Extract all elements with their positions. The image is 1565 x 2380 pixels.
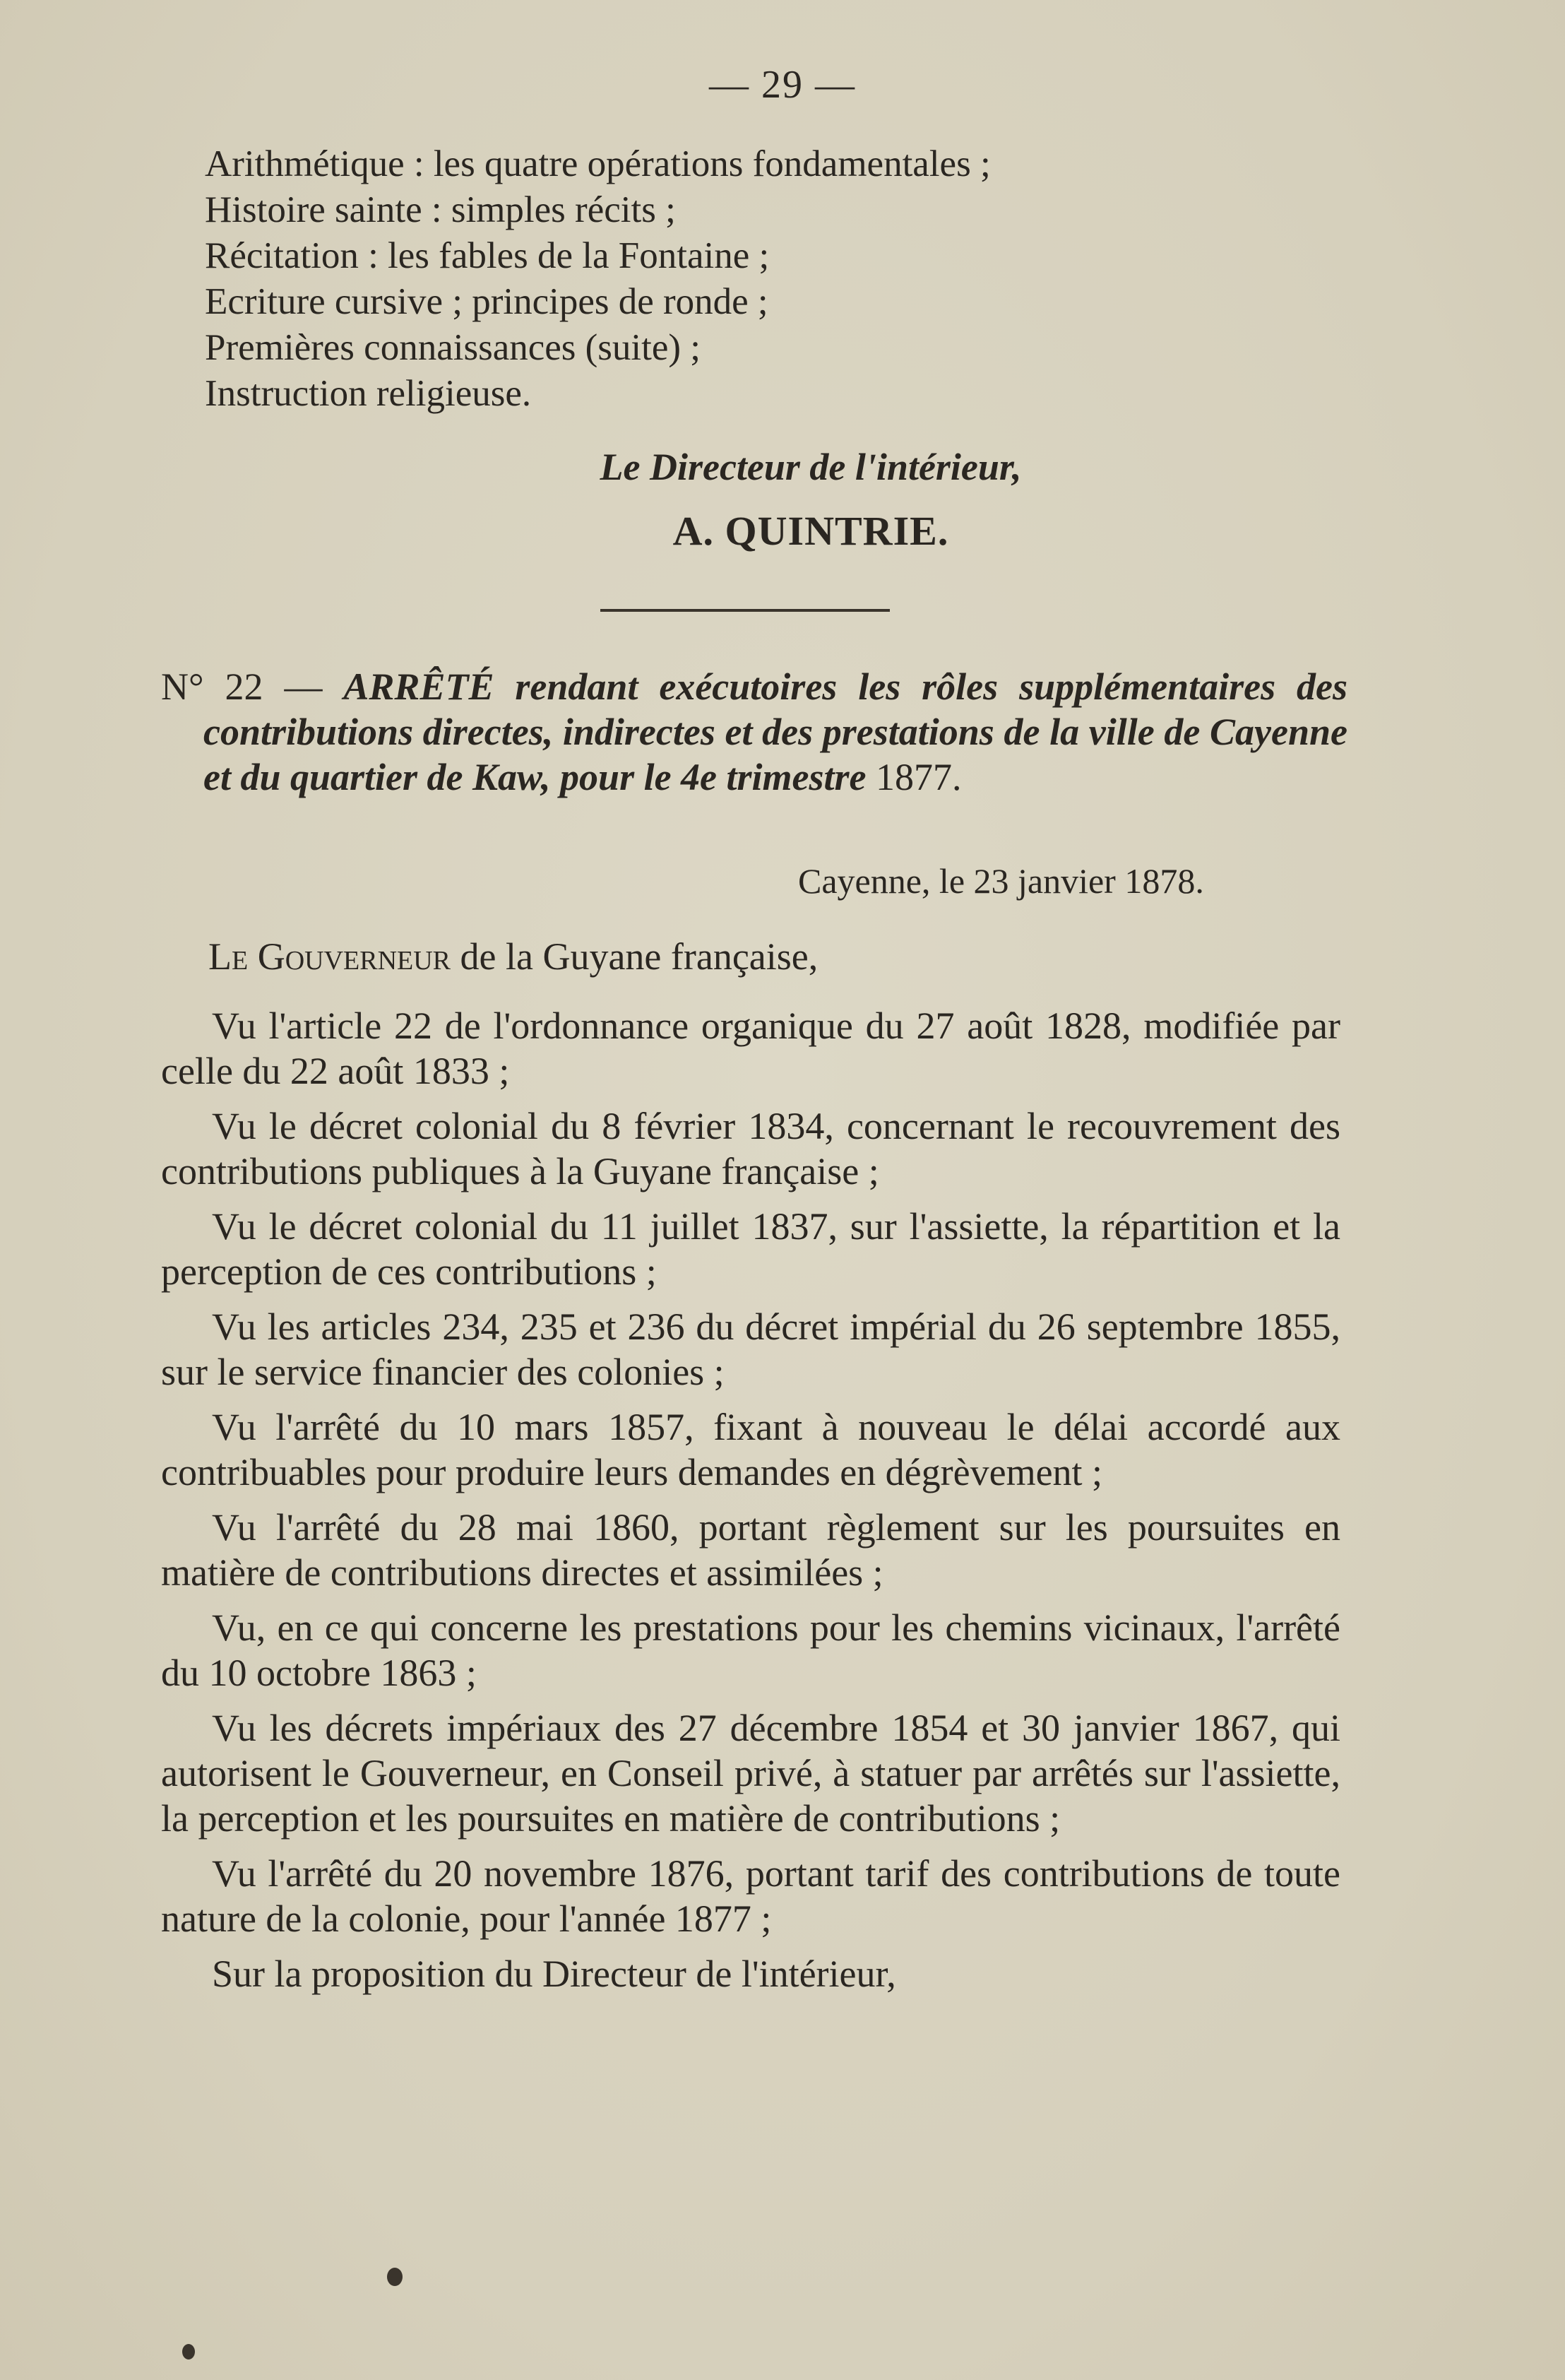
governor-rest: de la Guyane française,: [451, 935, 819, 978]
preamble-paragraph: Vu les articles 234, 235 et 236 du décret impérial du 26 septembre 1855, sur le service financier des colonies ;: [161, 1306, 1340, 1393]
preamble-paragraph: Vu l'arrêté du 10 mars 1857, fixant à nouveau le délai accordé aux contribuables pour produire leurs demandes en dégrèvement ;: [161, 1406, 1340, 1493]
governor-line: [208, 935, 818, 978]
decree-number: N° 22 —: [161, 665, 323, 708]
curriculum-item: Ecriture cursive ; principes de ronde ;: [205, 281, 768, 322]
curriculum-item: Premières connaissances (suite) ;: [205, 327, 701, 368]
decree-title: ARRÊTÉ rendant exécutoires les rôles supplémentaires des contributions directes, indirectes et des prestations de la ville de Cayenne et du quartier de Kaw, pour le 4e trimestre: [203, 665, 1348, 798]
section-divider: [600, 609, 890, 612]
decree-year: 1877.: [876, 756, 962, 798]
curriculum-item: Histoire sainte : simples récits ;: [205, 189, 676, 230]
preamble-paragraph: Vu le décret colonial du 11 juillet 1837, sur l'assiette, la répartition et la perception de ces contributions ;: [161, 1205, 1340, 1293]
ink-speck: [387, 2268, 403, 2286]
preamble-paragraph: Vu l'article 22 de l'ordonnance organique du 27 août 1828, modifiée par celle du 22 août 1833 ;: [161, 1005, 1340, 1092]
preamble-paragraph: Vu le décret colonial du 8 février 1834, concernant le recouvrement des contributions publiques à la Guyane française ;: [161, 1105, 1340, 1192]
preamble-paragraph: Vu les décrets impériaux des 27 décembre 1854 et 30 janvier 1867, qui autorisent le Gouverneur, en Conseil privé, à statuer par arrêtés sur l'assiette, la perception et les poursuites en matière de contributions ;: [161, 1707, 1340, 1840]
preamble-paragraph: Vu l'arrêté du 20 novembre 1876, portant tarif des contributions de toute nature de la colonie, pour l'année 1877 ;: [161, 1852, 1340, 1940]
curriculum-item: Instruction religieuse.: [205, 373, 532, 414]
signature-title: Le Directeur de l'intérieur,: [600, 446, 1022, 488]
decree-date: Cayenne, le 23 janvier 1878.: [798, 861, 1204, 901]
preamble-paragraphs: [161, 1003, 1340, 2006]
curriculum-list: [205, 141, 1335, 417]
preamble-paragraph: Vu l'arrêté du 28 mai 1860, portant règlement sur les poursuites en matière de contributions directes et assimilées ;: [161, 1506, 1340, 1594]
curriculum-item: Récitation : les fables de la Fontaine ;: [205, 235, 770, 276]
curriculum-item: Arithmétique : les quatre opérations fondamentales ;: [205, 143, 991, 184]
preamble-paragraph: Sur la proposition du Directeur de l'intérieur,: [212, 1953, 896, 1995]
preamble-paragraph: Vu, en ce qui concerne les prestations pour les chemins vicinaux, l'arrêté du 10 octobre 1863 ;: [161, 1606, 1340, 1694]
ink-speck: [182, 2344, 195, 2360]
page-number: — 29 —: [709, 63, 856, 107]
governor-title: Le Gouverneur: [208, 935, 451, 978]
decree-heading-block: [161, 664, 1347, 800]
decree-heading: [161, 664, 1347, 800]
signature-name: A. QUINTRIE.: [672, 508, 949, 554]
